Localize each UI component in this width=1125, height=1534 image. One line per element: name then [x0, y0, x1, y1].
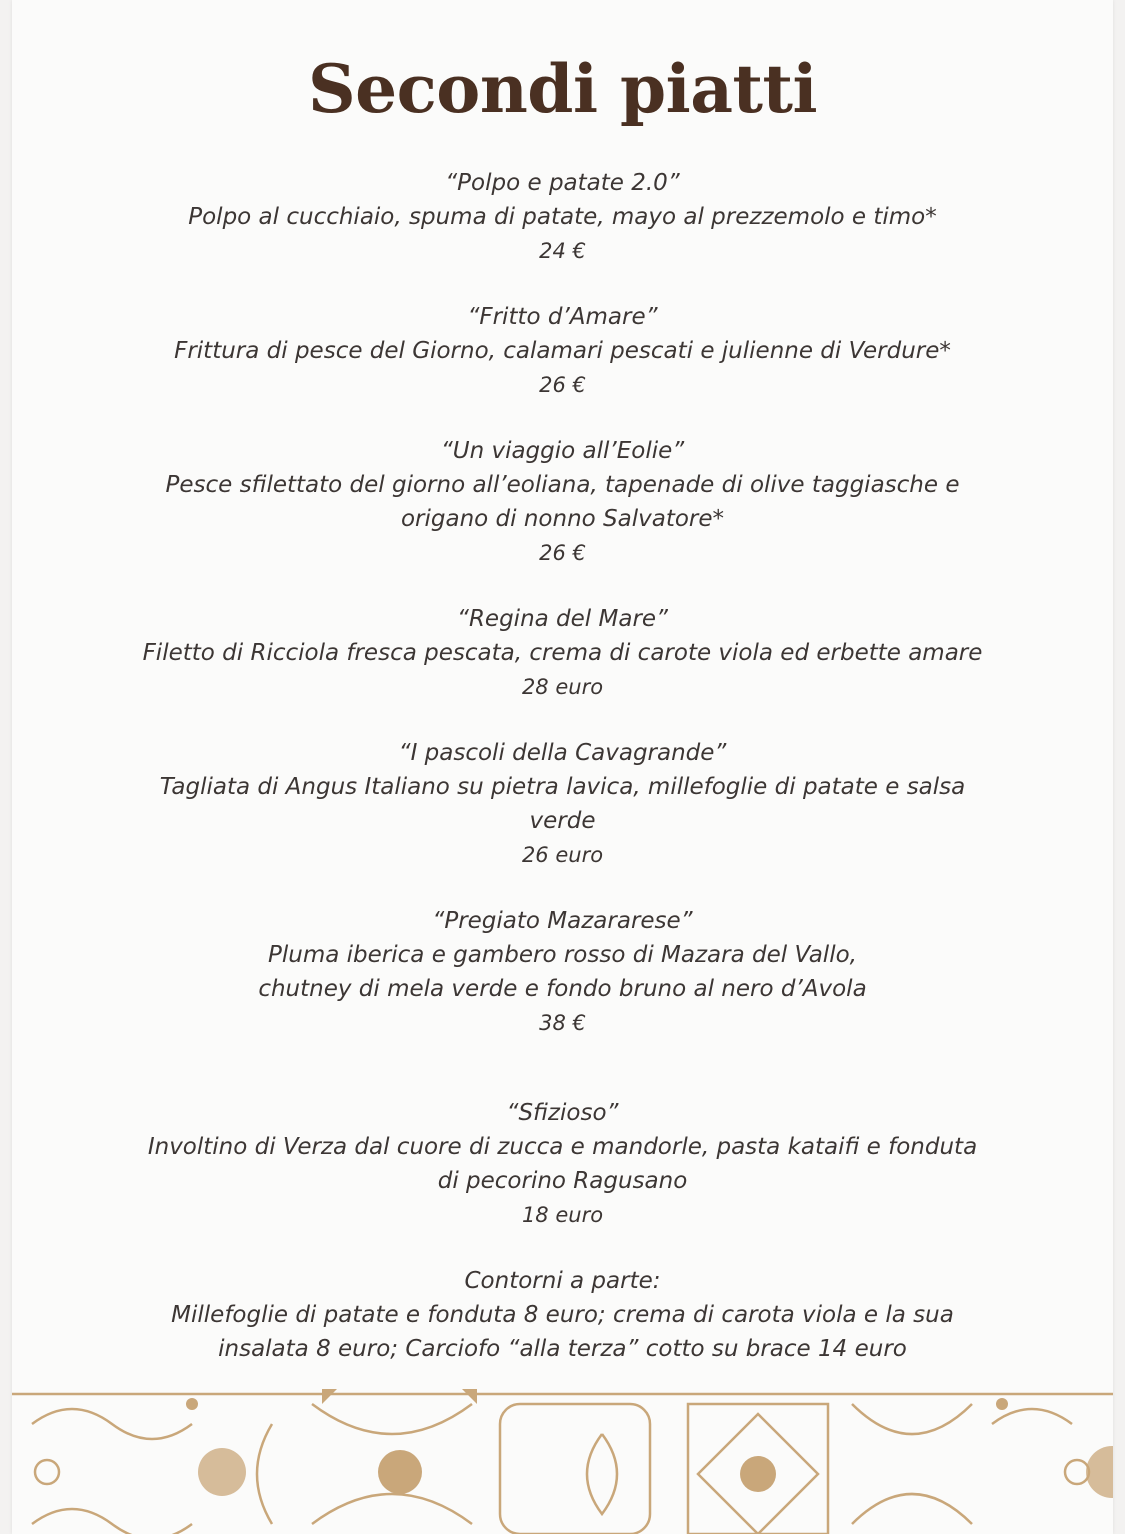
page-title: Secondi piatti [307, 50, 818, 128]
dish-item [12, 1096, 1113, 1232]
dish-price: 26 euro [521, 843, 604, 867]
contorni-heading: Contorni a parte: [464, 1268, 661, 1294]
contorni-description: Millefoglie di patate e fonduta 8 euro; crema di carota viola e la sua insalata 8 euro; Carciofo “alla terza” cotto su brace 14 euro [171, 1302, 954, 1362]
dish-description: Pesce sfilettato del giorno all’eoliana, tapenade di olive taggiasche e origano di nonno Salvatore* [165, 472, 960, 532]
dish-item [12, 300, 1113, 402]
dish-name: “Un viaggio all’Eolie” [440, 438, 685, 464]
menu-page [12, 0, 1113, 1534]
dish-description: Involtino di Verza dal cuore di zucca e mandorle, pasta kataifi e fonduta di pecorino Ragusano [147, 1134, 978, 1194]
dish-price: 26 € [539, 541, 586, 565]
dish-description: Polpo al cucchiaio, spuma di patate, mayo al prezzemolo e timo* [188, 204, 937, 230]
dish-description: Pluma iberica e gambero rosso di Mazara del Vallo, chutney di mela verde e fondo bruno al nero d’Avola [258, 942, 867, 1002]
dish-item [12, 904, 1113, 1040]
dish-item [12, 602, 1113, 704]
dish-price: 28 euro [521, 675, 604, 699]
dish-name: “Polpo e patate 2.0” [445, 170, 680, 196]
dish-item [12, 434, 1113, 570]
dish-item [12, 166, 1113, 268]
dish-description: Filetto di Ricciola fresca pescata, crema di carote viola ed erbette amare [142, 640, 983, 666]
dish-price: 26 € [539, 373, 586, 397]
dish-item [12, 736, 1113, 872]
dish-description: Frittura di pesce del Giorno, calamari pescati e julienne di Verdure* [174, 338, 951, 364]
dish-list [12, 166, 1113, 1366]
dish-name: “Fritto d’Amare” [467, 304, 658, 330]
dish-description: Tagliata di Angus Italiano su pietra lavica, millefoglie di patate e salsa verde [159, 774, 966, 834]
contorni-section [12, 1264, 1113, 1366]
dish-name: “Regina del Mare” [457, 606, 668, 632]
tile-ornament-border [12, 1384, 1113, 1534]
dish-price: 38 € [539, 1011, 586, 1035]
dish-name: “Pregiato Mazararese” [432, 908, 693, 934]
dish-price: 18 euro [521, 1203, 604, 1227]
dish-name: “I pascoli della Cavagrande” [398, 740, 727, 766]
dish-name: “Sfizioso” [506, 1100, 619, 1126]
dish-price: 24 € [539, 239, 586, 263]
